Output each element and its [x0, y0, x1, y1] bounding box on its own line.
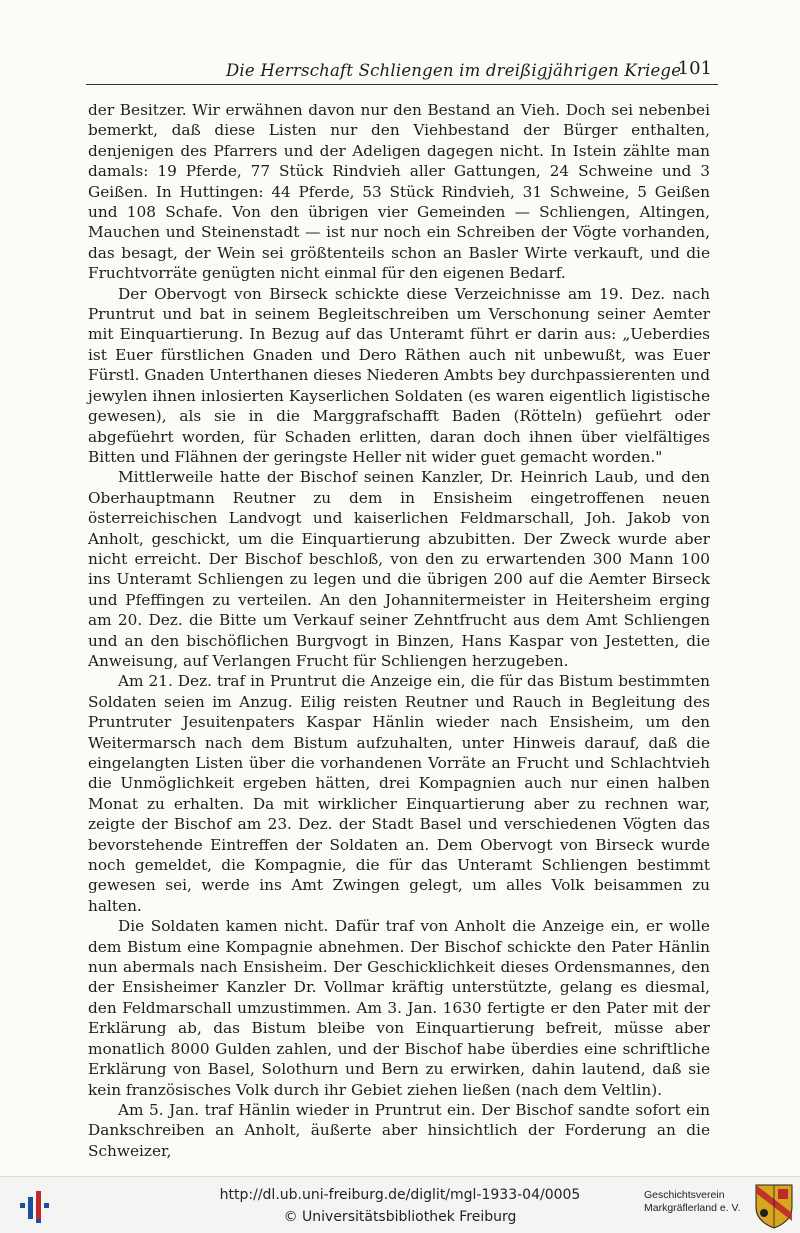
source-url-link[interactable]: http://dl.ub.uni-freiburg.de/diglit/mgl-1933-04/0005	[219, 1187, 581, 1203]
paragraph: Am 21. Dez. traf in Pruntrut die Anzeige ein, die für das Bistum bestimmten Soldaten seien im Anzug. Eilig reisten Reutner und Rauch in Begleitung des Pruntruter Jesuitenpaters Kaspar Hänlin wieder nach Ensisheim, um den Weitermarsch nach dem Bistum aufzuhalten, unter Hinweis darauf, daß die eingelangten Listen über die vorhandenen Vorräte an Frucht und Schlachtvieh die Unmöglichkeit ergeben hätten, drei Kompagnien auch nur einen halben Monat zu erhalten. Da mit wirklicher Einquartierung aber zu rechnen war, zeigte der Bischof am 23. Dez. der Stadt Basel und verschiedenen Vögten das bevorstehende Eintreffen der Soldaten an. Dem Obervogt von Birseck wurde noch gemeldet, die Kompagnie, die für das Unteramt Schliengen bestimmt gewesen sei, werde ins Amt Zwingen gelegt, um alles Volk beisammen zu halten.	[88, 672, 710, 915]
page-number: 101	[677, 58, 712, 79]
running-title: Die Herrschaft Schliengen im dreißigjährigen Kriege	[226, 61, 682, 80]
society-name-line: Markgräflerland e. V.	[644, 1202, 741, 1214]
paragraph: Der Obervogt von Birseck schickte diese Verzeichnisse am 19. Dez. nach Pruntrut und bat in seinem Begleitschreiben um Verschonung seiner Aemter mit Einquartierung. In Bezug auf das Unteramt führt er darin aus: „Ueberdies ist Euer fürstlichen Gnaden und Dero Räthen auch nit unbewußt, was Euer Fürstl. Gnaden Unterthanen dieses Niederen Ambts bey durchpassierenten und jewylen ihnen inlosierten Kayserlichen Soldaten (es waren eigentlich ligistische gewesen), als sie in die Marggrafschafft Baden (Rötteln) gefüehrt oder abgefüehrt worden, für Schaden erlitten, daran doch ihnen über vielfältiges Bitten und Flähnen der geringste Heller nit wider guet gemacht worden."	[88, 284, 710, 466]
society-name	[644, 1189, 741, 1215]
paragraph: Mittlerweile hatte der Bischof seinen Kanzler, Dr. Heinrich Laub, und den Oberhauptmann Reutner zu dem in Ensisheim eingetroffenen neuen österreichischen Landvogt und kaiserlichen Feldmarschall, Joh. Jakob von Anholt, geschickt, um die Einquartierung abzubitten. Der Zweck wurde aber nicht erreicht. Der Bischof beschloß, von den zu erwartenden 300 Mann 100 ins Unteramt Schliengen zu legen und die übrigen 200 auf die Aemter Birseck und Pfeffingen zu verteilen. An den Johannitermeister in Heitersheim erging am 20. Dez. die Bitte um Verkauf seiner Zehntfrucht aus dem Amt Schliengen und an den bischöflichen Burgvogt in Binzen, Hans Kaspar von Jestetten, die Anweisung, auf Verlangen Frucht für Schliengen herzugeben.	[88, 468, 710, 670]
footer-bar	[0, 1176, 800, 1233]
paragraph: Die Soldaten kamen nicht. Dafür traf von Anholt die Anzeige ein, er wolle dem Bistum eine Kompagnie abnehmen. Der Bischof schickte den Pater Hänlin nun abermals nach Ensisheim. Der Geschicklichkeit dieses Ordensmannes, den der Ensisheimer Kanzler Dr. Vollmar kräftig unterstützte, gelang es diesmal, den Feldmarschall umzustimmen. Am 3. Jan. 1630 fertigte er den Pater mit der Erklärung ab, das Bistum bleibe von Einquartierung befreit, müsse aber monatlich 8000 Gulden zahlen, und der Bischof habe überdies eine schriftliche Erklärung von Basel, Solothurn und Bern zu erwirken, dahin lautend, daß sie kein französisches Volk durch ihr Gebiet ziehen ließen (nach dem Veltlin).	[88, 917, 710, 1099]
society-name-line: Geschichtsverein	[644, 1189, 725, 1201]
copyright-notice: © Universitätsbibliothek Freiburg	[283, 1209, 517, 1225]
page-header	[86, 56, 718, 85]
coat-of-arms-icon	[754, 1183, 794, 1229]
paragraph: der Besitzer. Wir erwähnen davon nur den Bestand an Vieh. Doch sei nebenbei bemerkt, daß diese Listen nur den Viehbestand der Bürger enthalten, denjenigen des Pfarrers und der Adeligen dagegen nicht. In Istein zählte man damals: 19 Pferde, 77 Stück Rindvieh aller Gattungen, 24 Schweine und 3 Geißen. In Huttingen: 44 Pferde, 53 Stück Rindvieh, 31 Schweine, 5 Geißen und 108 Schafe. Von den übrigen vier Gemeinden — Schliengen, Altingen, Mauchen und Steinenstadt — ist nur noch ein Schreiben der Vögte vorhanden, das besagt, der Wein sei größtenteils schon an Basler Wirte verkauft, und die Fruchtvorräte genügten nicht einmal für den eigenen Bedarf.	[88, 101, 710, 283]
body-text	[88, 100, 710, 1161]
paragraph: Am 5. Jan. traf Hänlin wieder in Pruntrut ein. Der Bischof sandte sofort ein Dankschreiben an Anholt, äußerte aber hinsichtlich der Forderung an die Schweizer,	[88, 1100, 710, 1160]
